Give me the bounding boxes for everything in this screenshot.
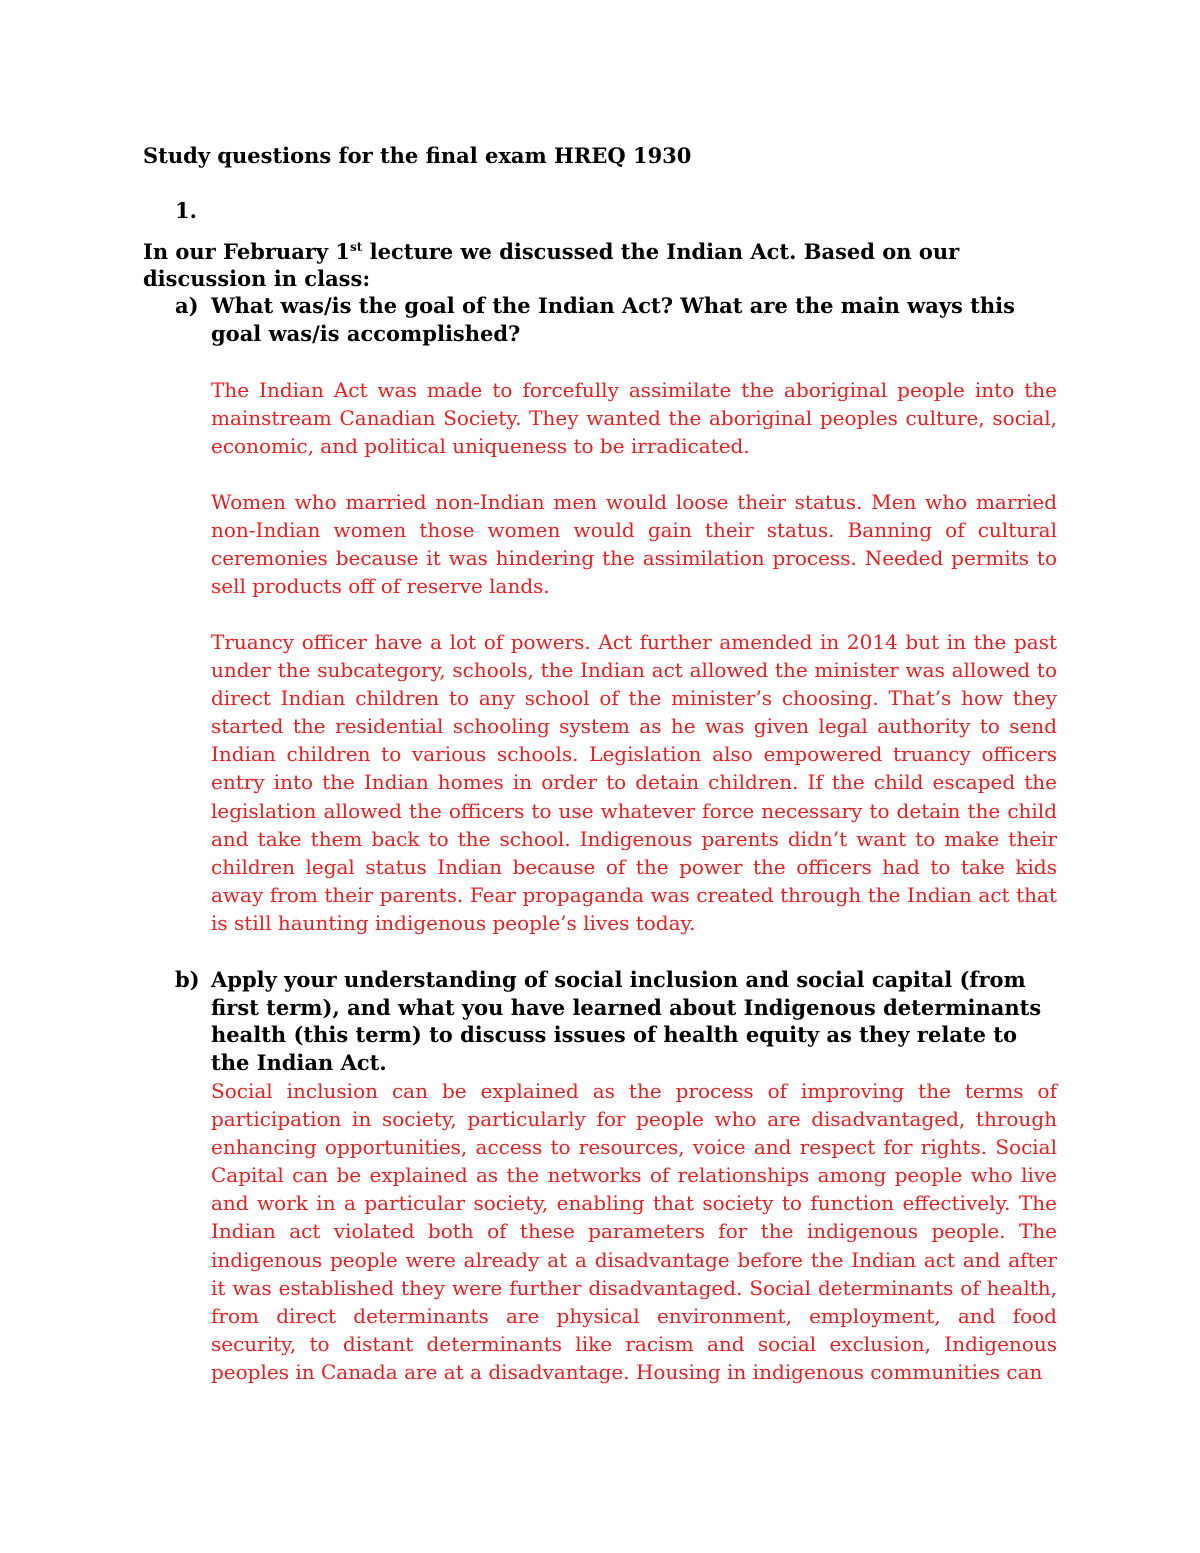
part-a-answer-paragraph-3: Truancy officer have a lot of powers. Act further amended in 2014 but in the past under the subcategory, schools, the Indian act allowed the minister was allowed to direct Indian children to any school of the minister’s choosing. That’s how they started the residential schooling system as he was given legal authority to send Indian children to various schools. Legislation also empowered truancy officers entry into the Indian homes in order to detain children. If the child escaped the legislation allowed the officers to use whatever force necessary to detain the child and take them back to the school. Indigenous parents didn’t want to make their children legal status Indian because of the power the officers had to take kids away from their parents. Fear propaganda was created through the Indian act that is still haunting indigenous people’s lives today. (211, 630, 1057, 935)
part-a-answer-paragraph-1: The Indian Act was made to forcefully assimilate the aboriginal people into the mainstream Canadian Society. They wanted the aboriginal peoples culture, social, economic, and political uniqueness to be irradicated. (211, 378, 1057, 459)
part-b-answer: Social inclusion can be explained as the process of improving the terms of participation in society, particularly for people who are disadvantaged, through enhancing opportunities, access to resources, voice and respect for rights. Social Capital can be explained as the networks of relationships among people who live and work in a particular society, enabling that society to function effectively. The Indian act violated both of these parameters for the indigenous people. The indigenous people were already at a disadvantage before the Indian act and after it was established they were further disadvantaged. Social determinants of health, from direct determinants are physical environment, employment, and food security, to distant determinants like racism and social exclusion, Indigenous peoples in Canada are at a disadvantage. Housing in indigenous communities can (211, 1079, 1057, 1384)
part-b-question: Apply your understanding of social inclusion and social capital (from first term), and what you have learned about Indigenous determinants health (this term) to discuss issues of health equity as they relate to the Indian Act. (211, 967, 1042, 1075)
part-a-answer-paragraph-2: Women who married non-Indian men would loose their status. Men who married non-Indian women those women would gain their status. Banning of cultural ceremonies because it was hindering the assimilation process. Needed permits to sell products off of reserve lands. (211, 490, 1057, 599)
part-b-label: b) (175, 967, 200, 992)
intro-superscript: st (350, 240, 363, 254)
part-a-question: What was/is the goal of the Indian Act? What are the main ways this goal was/is accomplished? (211, 293, 1015, 346)
question-number: 1. (175, 198, 197, 223)
question-intro (143, 238, 1043, 292)
document-title: Study questions for the final exam HREQ 1930 (143, 143, 692, 168)
part-a-label: a) (175, 293, 199, 318)
intro-text-end: lecture we discussed the Indian Act. Based on our discussion in class: (143, 239, 960, 291)
intro-text-start: In our February 1 (143, 239, 350, 264)
